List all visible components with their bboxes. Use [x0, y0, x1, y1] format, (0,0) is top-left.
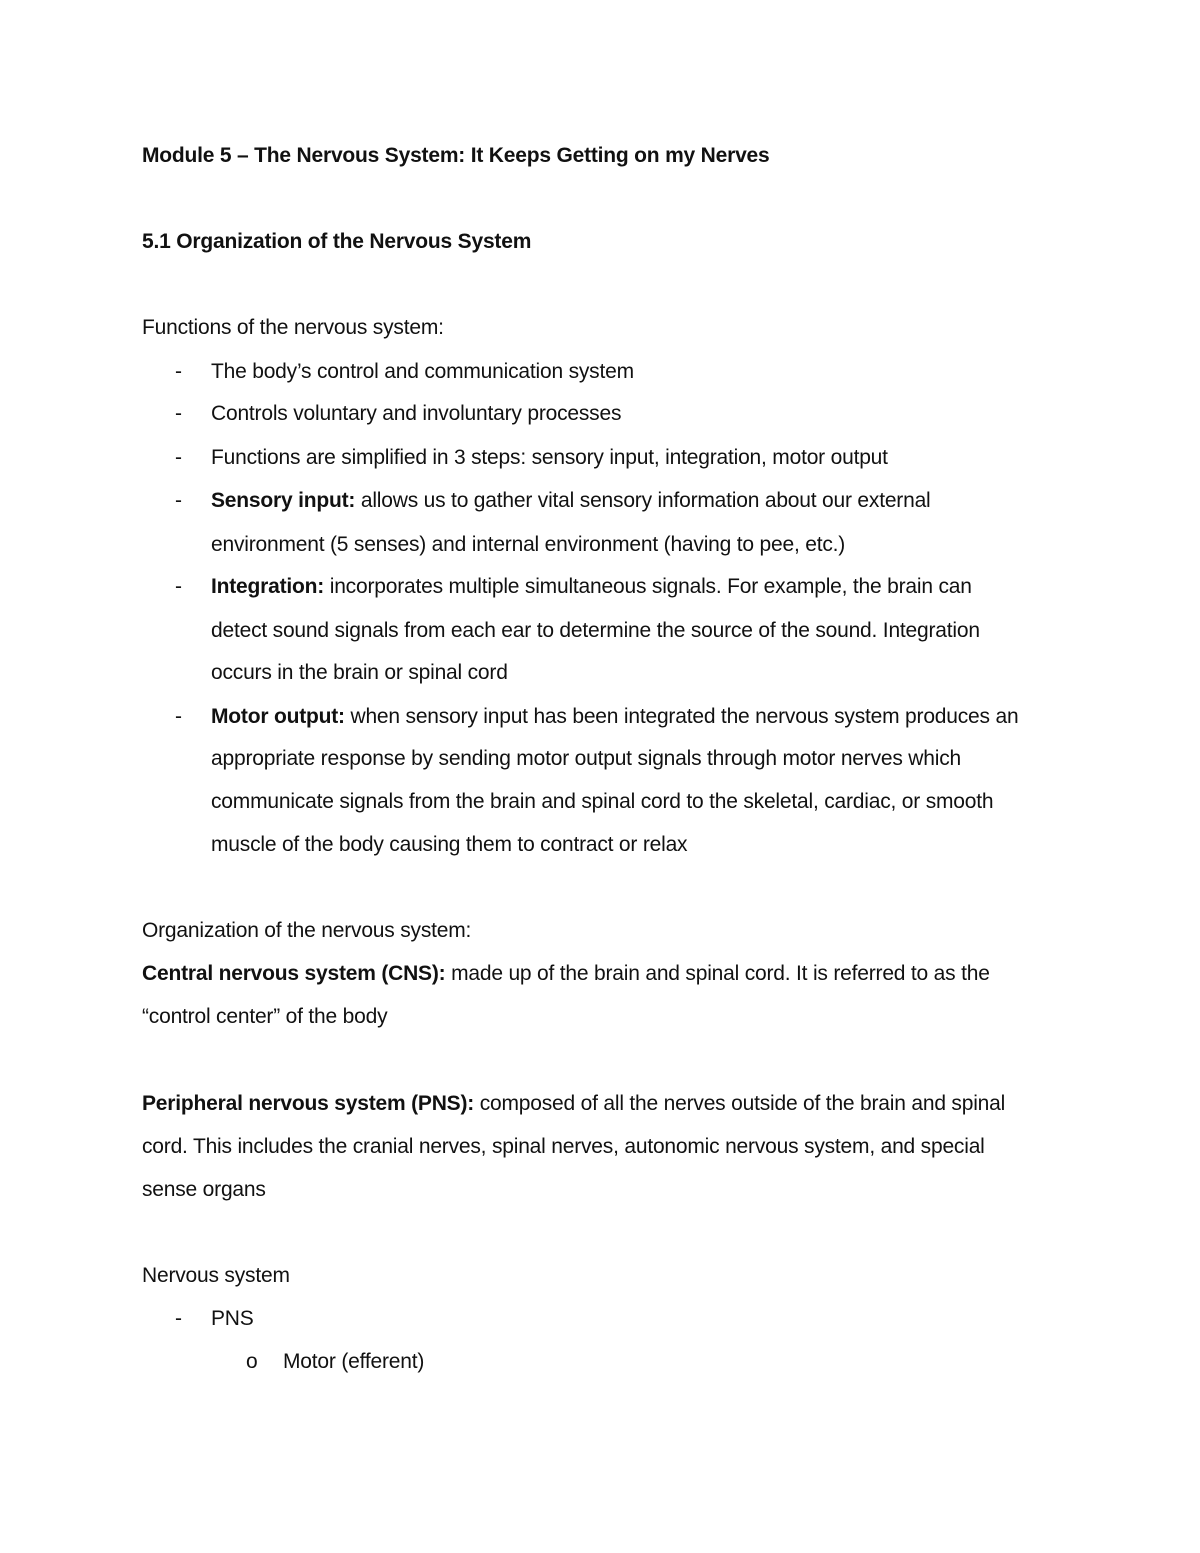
motor-continuation: appropriate response by sending motor output signals through motor nerves which — [211, 747, 961, 770]
pns-text: composed of all the nerves outside of the brain and spinal — [474, 1092, 1006, 1115]
term-motor-output: Motor output: — [211, 705, 345, 728]
module-title: Module 5 – The Nervous System: It Keeps Getting on my Nerves — [142, 144, 770, 167]
sensory-text: allows us to gather vital sensory information about our external — [355, 489, 931, 512]
outline-item-pns: PNS — [211, 1307, 254, 1330]
functions-intro: Functions of the nervous system: — [142, 316, 444, 339]
pns-definition — [142, 1090, 1005, 1118]
term-sensory-input: Sensory input: — [211, 489, 356, 512]
bullet-dash: - — [175, 1307, 182, 1330]
bullet-dash: - — [175, 705, 182, 728]
bullet-dash: - — [175, 575, 182, 598]
section-heading: 5.1 Organization of the Nervous System — [142, 230, 532, 253]
function-item-integration — [211, 573, 972, 601]
term-pns: Peripheral nervous system (PNS): — [142, 1092, 475, 1115]
integration-continuation: occurs in the brain or spinal cord — [211, 661, 508, 684]
sensory-continuation: environment (5 senses) and internal environment (having to pee, etc.) — [211, 533, 846, 556]
term-integration: Integration: — [211, 575, 325, 598]
cns-continuation: “control center” of the body — [142, 1005, 388, 1028]
organization-intro: Organization of the nervous system: — [142, 919, 472, 942]
pns-continuation: cord. This includes the cranial nerves, spinal nerves, autonomic nervous system, and special — [142, 1135, 985, 1158]
motor-continuation: communicate signals from the brain and spinal cord to the skeletal, cardiac, or smooth — [211, 790, 994, 813]
bullet-dash: - — [175, 360, 182, 383]
function-item-sensory — [211, 487, 931, 515]
motor-text: when sensory input has been integrated the nervous system produces an — [344, 705, 1019, 728]
bullet-circle: o — [246, 1350, 258, 1373]
cns-definition — [142, 960, 990, 988]
bullet-dash: - — [175, 402, 182, 425]
function-item-motor — [211, 703, 1018, 731]
function-item-voluntary: Controls voluntary and involuntary processes — [211, 402, 622, 425]
cns-text: made up of the brain and spinal cord. It is referred to as the — [445, 962, 990, 985]
bullet-dash: - — [175, 446, 182, 469]
outline-heading: Nervous system — [142, 1264, 290, 1287]
integration-continuation: detect sound signals from each ear to determine the source of the sound. Integration — [211, 619, 980, 642]
term-cns: Central nervous system (CNS): — [142, 962, 446, 985]
function-item-control: The body’s control and communication system — [211, 360, 634, 383]
motor-continuation: muscle of the body causing them to contract or relax — [211, 833, 688, 856]
pns-continuation: sense organs — [142, 1178, 266, 1201]
bullet-dash: - — [175, 489, 182, 512]
function-item-steps: Functions are simplified in 3 steps: sensory input, integration, motor output — [211, 446, 888, 469]
integration-text: incorporates multiple simultaneous signals. For example, the brain can — [324, 575, 972, 598]
outline-subitem-motor: Motor (efferent) — [283, 1350, 425, 1373]
